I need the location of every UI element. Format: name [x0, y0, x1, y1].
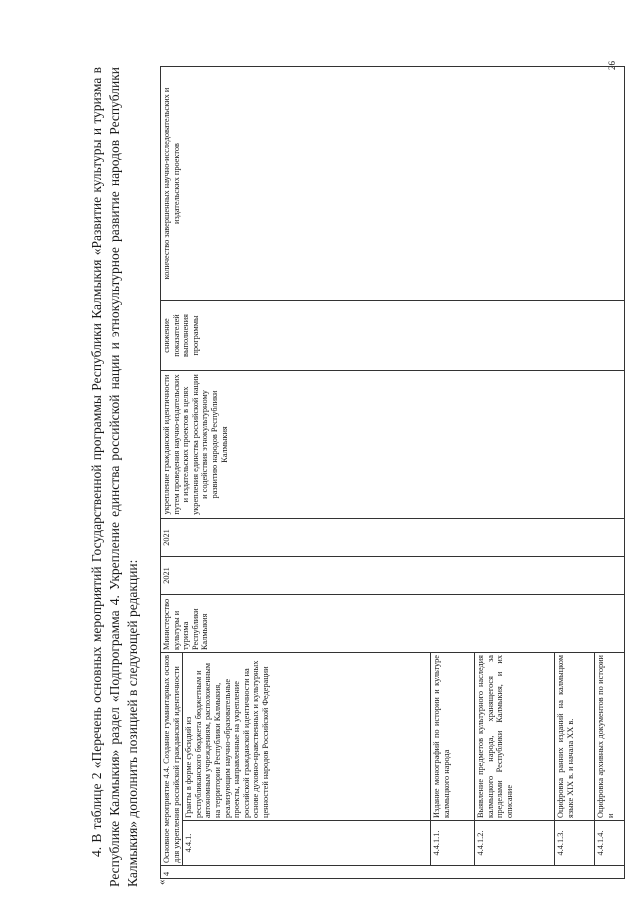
- main-measure-title: Основное мероприятие 4.4. Создание гуманитарных основ для укрепления российской гражданской идентичности: [161, 653, 183, 866]
- sub-text: Издание монографий по истории и культуре калмыцкого народа: [431, 653, 475, 821]
- executor-cell: Министерство культуры и туризма Республики Калмыкия: [161, 595, 625, 653]
- sub-code: 4.4.1.4.: [595, 821, 625, 866]
- intro-paragraph: 4. В таблице 2 «Перечень основных мероприятий Государственной программы Республики Калмыкия «Развитие культуры и туризма в Республике Калмыкия» раздел «Подпрограмма 4. Укрепление единства российской нации и этнокультурное развитие народов Республики Калмыкия» дополнить позицией в следующей редакции:: [89, 67, 140, 887]
- expected-result-cell: укрепление гражданской идентичности путем проведения научно-издательских и издательских проектов в целях укрепления единства российской нации и содействия этнокультурному развитию народов Республики Калмыкия: [161, 371, 625, 519]
- page-number: 26: [607, 61, 617, 70]
- open-quote: «: [156, 879, 168, 885]
- end-year-cell: 2021: [161, 519, 625, 557]
- sub-code: 4.4.1.3.: [555, 821, 595, 866]
- indicator-cell: количество завершенных научно-исследовательских и издательских проектов: [161, 67, 625, 301]
- risk-cell: снижение показателей выполнения программы: [161, 301, 625, 371]
- table-row-main: [161, 67, 183, 879]
- sub-code: 4.4.1.1.: [431, 821, 475, 866]
- row-number: 4: [161, 866, 625, 879]
- sub-text: Оцифровка ранних изданий на калмыцком языке XIX в. и начала XX в.: [555, 653, 595, 821]
- sub-text: Оцифровка архивных документов по истории и: [595, 653, 625, 821]
- start-year-cell: 2021: [161, 557, 625, 595]
- rotated-page-content: [88, 67, 615, 887]
- sub-text: Выявление предметов культурного наследия калмыцкого народа, хранящегося за пределами Республики Калмыкия, и их описание: [475, 653, 555, 821]
- sub-code: 4.4.1.: [183, 821, 431, 866]
- sub-text: Гранты в форме субсидий из республиканского бюджета бюджетным и автономным учреждениям, расположенным на территории Республики Калмыкия, реализующим научно-образовательные проекты, направленные на укрепление российской гражданской идентичности на основе духовно-нравственных и культурных ценностей народов Российской Федерации: [183, 653, 431, 821]
- measures-table: [160, 66, 625, 879]
- sub-code: 4.4.1.2.: [475, 821, 555, 866]
